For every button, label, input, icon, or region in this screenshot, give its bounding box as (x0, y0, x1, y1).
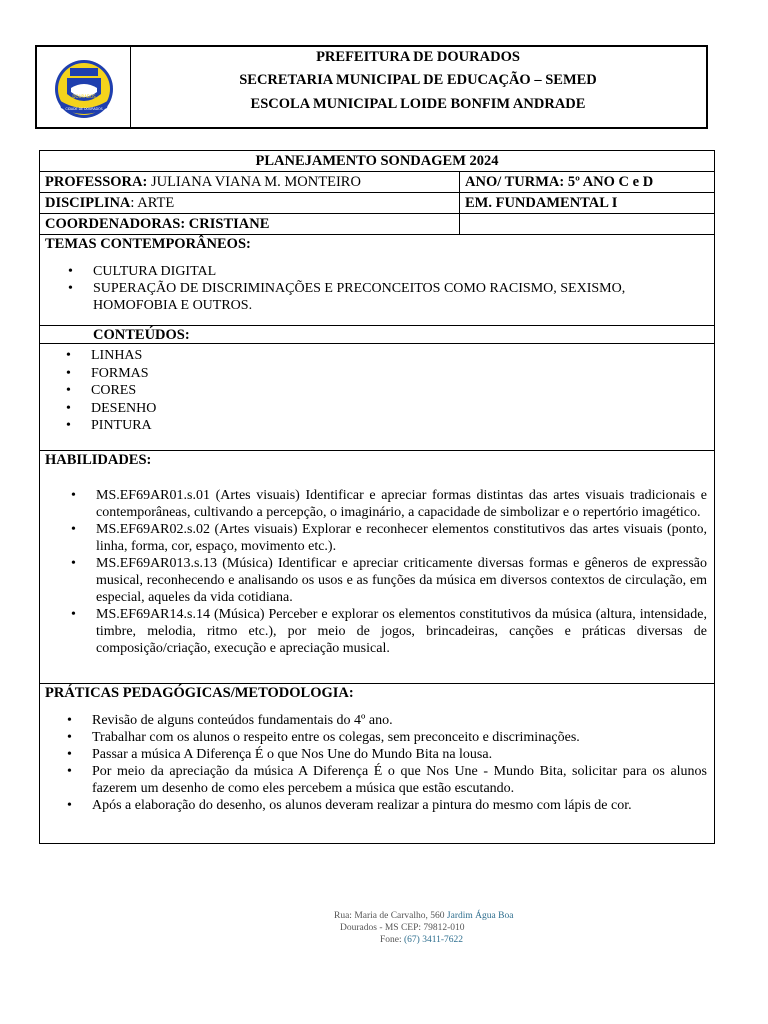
list-item: • PINTURA (66, 418, 152, 434)
ano-turma: ANO/ TURMA: 5º ANO C e D (465, 174, 654, 190)
logo-text: DOURADOS (72, 94, 96, 99)
list-item: • MS.EF69AR14.s.14 (Música) Perceber e explorar os elementos constitutivos da música (altura, intensidade, timbre, melodia, ritmo etc.), por meio de jogos, brincadeiras, canções e práticas diversas de composição/criação, execução e apreciação musical. (71, 607, 707, 656)
temas-section (40, 235, 714, 326)
list-item: • Trabalhar com os alunos o respeito entre os colegas, sem preconceito e discriminações. (67, 730, 580, 745)
dourados-coat-of-arms-logo (53, 58, 115, 120)
disciplina-cell (40, 194, 459, 213)
habilidades-list (71, 487, 707, 657)
prefeitura-line: PREFEITURA DE DOURADOS (316, 49, 520, 65)
footer-rua: Rua: Maria de Carvalho, 560 (334, 911, 447, 921)
escola-line: ESCOLA MUNICIPAL LOIDE BONFIM ANDRADE (250, 96, 586, 112)
professora-label: PROFESSORA: (45, 174, 148, 190)
temas-list (68, 263, 686, 314)
disciplina-value: : ARTE (130, 195, 175, 211)
habilidades-title: HABILIDADES: (45, 452, 152, 468)
logo-cell (37, 47, 131, 127)
footer-fone-number: (67) 3411-7622 (404, 935, 464, 945)
letterhead (35, 45, 708, 129)
coordenadoras: COORDENADORAS: CRISTIANE (45, 216, 270, 232)
list-item: • LINHAS (66, 348, 143, 363)
conteudos-section (40, 344, 714, 451)
footer-bairro: Jardim Água Boa (446, 911, 514, 921)
footer-address (334, 911, 768, 921)
list-item: • FORMAS (66, 365, 149, 381)
list-item: • Por meio da apreciação da música A Diferença É o que Nos Une - Mundo Bita, solicitar para os alunos fazerem um desenho de como eles percebem a música que estão escutando. (67, 764, 707, 796)
list-item: • Após a elaboração do desenho, os alunos deveram realizar a pintura do mesmo com lápis de cor. (67, 798, 632, 813)
list-item: • MS.EF69AR013.s.13 (Música) Identificar e apreciar criticamente diversas formas e gêneros de expressão musical, reconhecendo e analisando os usos e as funções da música em diversos contextos de circulação, em especial, aqueles da vida cotidiana. (71, 556, 707, 605)
professora-value: JULIANA VIANA M. MONTEIRO (147, 174, 361, 190)
conteudos-header-row (40, 326, 714, 344)
list-item: • Revisão de alguns conteúdos fundamentais do 4º ano. (67, 713, 393, 728)
list-item: • MS.EF69AR02.s.02 (Artes visuais) Explorar e reconhecer elementos constitutivos das artes visuais (ponto, linha, forma, cor, espaço, movimento etc.). (71, 522, 707, 554)
praticas-title: PRÁTICAS PEDAGÓGICAS/METODOLOGIA: (45, 685, 354, 701)
praticas-section (40, 684, 714, 844)
professora-row (40, 172, 714, 193)
footer-fone (380, 935, 768, 945)
praticas-list (67, 712, 707, 814)
list-item: • CORES (66, 383, 137, 399)
secretaria-line: SECRETARIA MUNICIPAL DE EDUCAÇÃO – SEMED (239, 72, 597, 88)
conteudos-list (66, 347, 686, 435)
logo-ribbon-text: CIDADE DE DOURADOS (65, 107, 103, 111)
list-item: • MS.EF69AR01.s.01 (Artes visuais) Identificar e apreciar formas distintas das artes visuais tradicionais e contemporâneas, cultivando a percepção, o imaginário, a capacidade de simbolizar e o repertório imagético. (71, 488, 707, 520)
footer-fone-label: Fone: (380, 935, 405, 945)
plan-title-row (40, 151, 714, 172)
habilidades-section (40, 451, 714, 684)
coordenadoras-row (40, 214, 714, 235)
footer-cidade: Dourados - MS CEP: 79812-010 (340, 923, 465, 933)
disciplina-label: DISCIPLINA (45, 195, 131, 211)
conteudos-title: CONTEÚDOS: (93, 327, 190, 343)
plan-title: PLANEJAMENTO SONDAGEM 2024 (255, 153, 499, 169)
list-item: • SUPERAÇÃO DE DISCRIMINAÇÕES E PRECONCEITOS COMO RACISMO, SEXISMO, HOMOFOBIA E OUTROS. (68, 281, 626, 313)
temas-title: TEMAS CONTEMPORÂNEOS: (45, 236, 251, 252)
disciplina-row (40, 193, 714, 214)
list-item: • Passar a música A Diferença É o que Nos Une do Mundo Bita na lousa. (67, 747, 493, 762)
ensino: EM. FUNDAMENTAL I (465, 195, 618, 211)
list-item: • CULTURA DIGITAL (68, 264, 217, 279)
professora-cell (40, 173, 459, 192)
planning-table (39, 150, 715, 844)
list-item: • DESENHO (66, 400, 157, 416)
